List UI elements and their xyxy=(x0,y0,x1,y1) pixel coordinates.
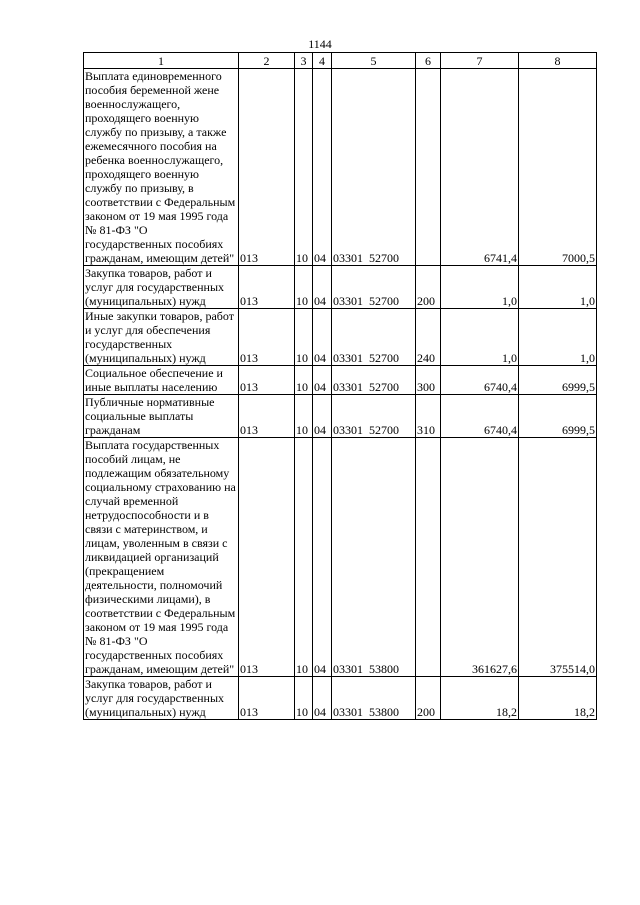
amount-cell: 6999,5 xyxy=(519,395,597,438)
amount-cell: 18,2 xyxy=(519,677,597,720)
table-row xyxy=(84,366,597,395)
row-name-cell: Публичные нормативные социальные выплаты гражданам xyxy=(84,395,239,438)
expense-type-cell: 200 xyxy=(416,677,441,720)
target-article-cell: 03301 52700 xyxy=(332,395,416,438)
target-article-cell: 03301 52700 xyxy=(332,69,416,266)
code-cell: 013 xyxy=(239,395,295,438)
amount-cell: 1,0 xyxy=(519,266,597,309)
amount-cell: 7000,5 xyxy=(519,69,597,266)
amount-cell: 1,0 xyxy=(441,266,519,309)
column-header: 2 xyxy=(239,53,295,69)
table-row xyxy=(84,677,597,720)
table-row xyxy=(84,266,597,309)
column-header: 8 xyxy=(519,53,597,69)
target-article-cell: 03301 53800 xyxy=(332,677,416,720)
expense-type-cell: 310 xyxy=(416,395,441,438)
subsection-cell: 04 xyxy=(313,395,332,438)
column-header: 1 xyxy=(84,53,239,69)
row-name-cell: Выплата единовременного пособия беременной жене военнослужащего, проходящего военную службу по призыву, а также ежемесячного пособия на ребенка военнослужащего, проходящего военную службу по призыву, в соответствии с Федеральным законом от 19 мая 1995 года № 81-ФЗ "О государственных пособиях гражданам, имеющим детей" xyxy=(84,69,239,266)
expense-type-cell xyxy=(416,69,441,266)
code-cell: 013 xyxy=(239,438,295,677)
table-row xyxy=(84,69,597,266)
code-cell: 013 xyxy=(239,366,295,395)
code-cell: 013 xyxy=(239,309,295,366)
subsection-cell: 04 xyxy=(313,438,332,677)
amount-cell: 361627,6 xyxy=(441,438,519,677)
column-header: 7 xyxy=(441,53,519,69)
subsection-cell: 04 xyxy=(313,266,332,309)
row-name-cell: Социальное обеспечение и иные выплаты населению xyxy=(84,366,239,395)
table-row xyxy=(84,309,597,366)
column-header: 3 xyxy=(295,53,313,69)
row-name-cell: Выплата государственных пособий лицам, не подлежащим обязательному социальному страхованию на случай временной нетрудоспособности и в связи с материнством, и лицам, уволенным в связи с ликвидацией организаций (прекращением деятельности, полномочий физическими лицами), в соответствии с Федеральным законом от 19 мая 1995 года № 81-ФЗ "О государственных пособиях гражданам, имеющим детей" xyxy=(84,438,239,677)
amount-cell: 1,0 xyxy=(519,309,597,366)
amount-cell: 18,2 xyxy=(441,677,519,720)
subsection-cell: 04 xyxy=(313,309,332,366)
section-cell: 10 xyxy=(295,266,313,309)
target-article-cell: 03301 52700 xyxy=(332,266,416,309)
code-cell: 013 xyxy=(239,266,295,309)
amount-cell: 6740,4 xyxy=(441,366,519,395)
column-header: 6 xyxy=(416,53,441,69)
section-cell: 10 xyxy=(295,677,313,720)
section-cell: 10 xyxy=(295,69,313,266)
amount-cell: 375514,0 xyxy=(519,438,597,677)
expense-type-cell: 300 xyxy=(416,366,441,395)
target-article-cell: 03301 52700 xyxy=(332,309,416,366)
section-cell: 10 xyxy=(295,395,313,438)
subsection-cell: 04 xyxy=(313,69,332,266)
row-name-cell: Иные закупки товаров, работ и услуг для обеспечения государственных (муниципальных) нужд xyxy=(84,309,239,366)
section-cell: 10 xyxy=(295,366,313,395)
subsection-cell: 04 xyxy=(313,677,332,720)
row-name-cell: Закупка товаров, работ и услуг для государственных (муниципальных) нужд xyxy=(84,677,239,720)
subsection-cell: 04 xyxy=(313,366,332,395)
code-cell: 013 xyxy=(239,69,295,266)
column-header: 4 xyxy=(313,53,332,69)
target-article-cell: 03301 52700 xyxy=(332,366,416,395)
code-cell: 013 xyxy=(239,677,295,720)
header-row xyxy=(84,53,597,69)
amount-cell: 1,0 xyxy=(441,309,519,366)
target-article-cell: 03301 53800 xyxy=(332,438,416,677)
expense-type-cell xyxy=(416,438,441,677)
expense-type-cell: 240 xyxy=(416,309,441,366)
expense-type-cell: 200 xyxy=(416,266,441,309)
table-row xyxy=(84,395,597,438)
table-row xyxy=(84,438,597,677)
section-cell: 10 xyxy=(295,438,313,677)
amount-cell: 6740,4 xyxy=(441,395,519,438)
row-name-cell: Закупка товаров, работ и услуг для государственных (муниципальных) нужд xyxy=(84,266,239,309)
budget-table xyxy=(83,52,597,720)
amount-cell: 6741,4 xyxy=(441,69,519,266)
amount-cell: 6999,5 xyxy=(519,366,597,395)
column-header: 5 xyxy=(332,53,416,69)
section-cell: 10 xyxy=(295,309,313,366)
page-number: 1144 xyxy=(308,37,332,51)
